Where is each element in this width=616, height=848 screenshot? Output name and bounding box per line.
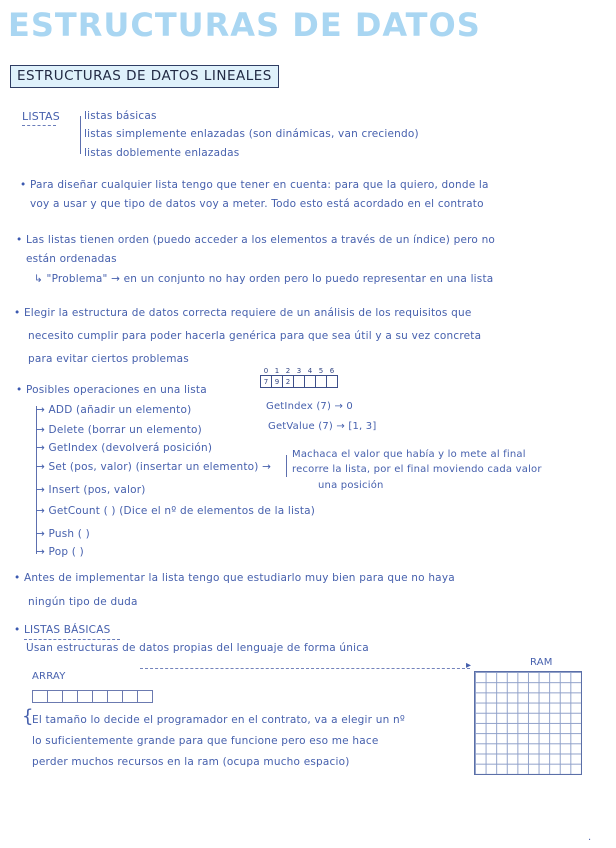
note-1-line-2: voy a usar y que tipo de datos voy a meter. Todo esto está acordado en el contrato	[30, 198, 484, 210]
set-brace	[286, 455, 287, 477]
listas-item-3: listas doblemente enlazadas	[84, 147, 240, 159]
set-note-a: Machaca el valor que había y lo mete al final	[292, 449, 526, 460]
listas-item-2: listas simplemente enlazadas (son dinámicas, van creciendo)	[84, 128, 419, 140]
array-cell	[305, 376, 316, 388]
array-cell	[327, 376, 338, 388]
note-2-line-3: ↳ "Problema" → en un conjunto no hay orden pero lo puedo representar en una lista	[34, 273, 494, 285]
array-cell	[294, 376, 305, 388]
ram-grid	[474, 671, 582, 775]
listas-underline	[22, 125, 56, 126]
array-cell: 9	[272, 376, 283, 388]
arrow-head-icon: ▸	[466, 660, 472, 671]
array-cell	[122, 690, 138, 703]
operation-item: → GetCount ( ) (Dice el nº de elementos de la lista)	[36, 505, 316, 517]
note-2-line-2: están ordenadas	[26, 253, 117, 265]
listas-brace	[80, 116, 81, 154]
index-label: 1	[274, 367, 280, 375]
array-cell	[316, 376, 327, 388]
note-1-line-1: • Para diseñar cualquier lista tengo que tener en cuenta: para que la quiero, donde la	[20, 179, 489, 191]
listas-basicas-desc: Usan estructuras de datos propias del lenguaje de forma única	[26, 642, 369, 654]
array-cell	[77, 690, 93, 703]
array-cell: 2	[283, 376, 294, 388]
array-cell	[62, 690, 78, 703]
listas-basicas-heading: • LISTAS BÁSICAS	[14, 624, 111, 636]
operation-item: → Pop ( )	[36, 546, 84, 558]
getvalue-example: GetValue (7) → [1, 3]	[268, 421, 377, 432]
listas-basicas-underline	[24, 639, 120, 640]
ram-label: RAM	[530, 657, 553, 668]
index-label: 2	[285, 367, 291, 375]
note-3-line-1: • Elegir la estructura de datos correcta requiere de un análisis de los requisitos que	[14, 307, 472, 319]
page-mark: .	[588, 832, 592, 843]
note-3-line-3: para evitar ciertos problemas	[28, 353, 189, 365]
listas-item-1: listas básicas	[84, 110, 157, 122]
note-2-line-1: • Las listas tienen orden (puedo acceder a los elementos a través de un índice) pero no	[16, 234, 496, 246]
operation-item: → Insert (pos, valor)	[36, 484, 146, 496]
listas-basicas-note-line-2: lo suficientemente grande para que funcione pero eso me hace	[32, 735, 379, 747]
array-cell	[32, 690, 48, 703]
note-3-line-2: necesito cumplir para poder hacerla genérica para que sea útil y a su vez concreta	[28, 330, 482, 342]
section-subtitle: ESTRUCTURAS DE DATOS LINEALES	[10, 65, 279, 88]
array-cells	[32, 688, 152, 707]
index-row	[261, 367, 338, 376]
listas-basicas-note-line-3: perder muchos recursos en la ram (ocupa mucho espacio)	[32, 756, 350, 768]
array-cell	[107, 690, 123, 703]
index-label: 6	[329, 367, 335, 375]
getindex-example: GetIndex (7) → 0	[266, 401, 353, 412]
listas-label: LISTAS	[22, 110, 60, 123]
index-label: 4	[307, 367, 313, 375]
array-cell	[92, 690, 108, 703]
array-diagram	[260, 367, 338, 388]
operation-item: → Set (pos, valor) (insertar un elemento) →	[36, 461, 272, 473]
operation-item: → Delete (borrar un elemento)	[36, 424, 202, 436]
array-cell	[137, 690, 153, 703]
cell-row	[261, 376, 338, 388]
array-cell	[47, 690, 63, 703]
index-label: 3	[296, 367, 302, 375]
arrow-to-ram	[140, 668, 470, 669]
listas-basicas-note-line-1: El tamaño lo decide el programador en el contrato, va a elegir un nº	[32, 714, 405, 726]
set-note-b-line-1: recorre la lista, por el final moviendo cada valor	[292, 464, 542, 475]
brace-icon: {	[22, 706, 34, 727]
set-note-b-line-2: una posición	[318, 480, 384, 491]
operation-item: → ADD (añadir un elemento)	[36, 404, 192, 416]
index-label: 5	[318, 367, 324, 375]
note-4: • Posibles operaciones en una lista	[16, 384, 207, 396]
operation-item: → Push ( )	[36, 528, 90, 540]
operation-item: → GetIndex (devolverá posición)	[36, 442, 213, 454]
note-5-line-1: • Antes de implementar la lista tengo que estudiarlo muy bien para que no haya	[14, 572, 455, 584]
array-cell: 7	[261, 376, 272, 388]
page-title: ESTRUCTURAS DE DATOS	[8, 6, 481, 44]
index-label: 0	[263, 367, 269, 375]
note-5-line-2: ningún tipo de duda	[28, 596, 138, 608]
array-label: ARRAY	[32, 671, 66, 682]
